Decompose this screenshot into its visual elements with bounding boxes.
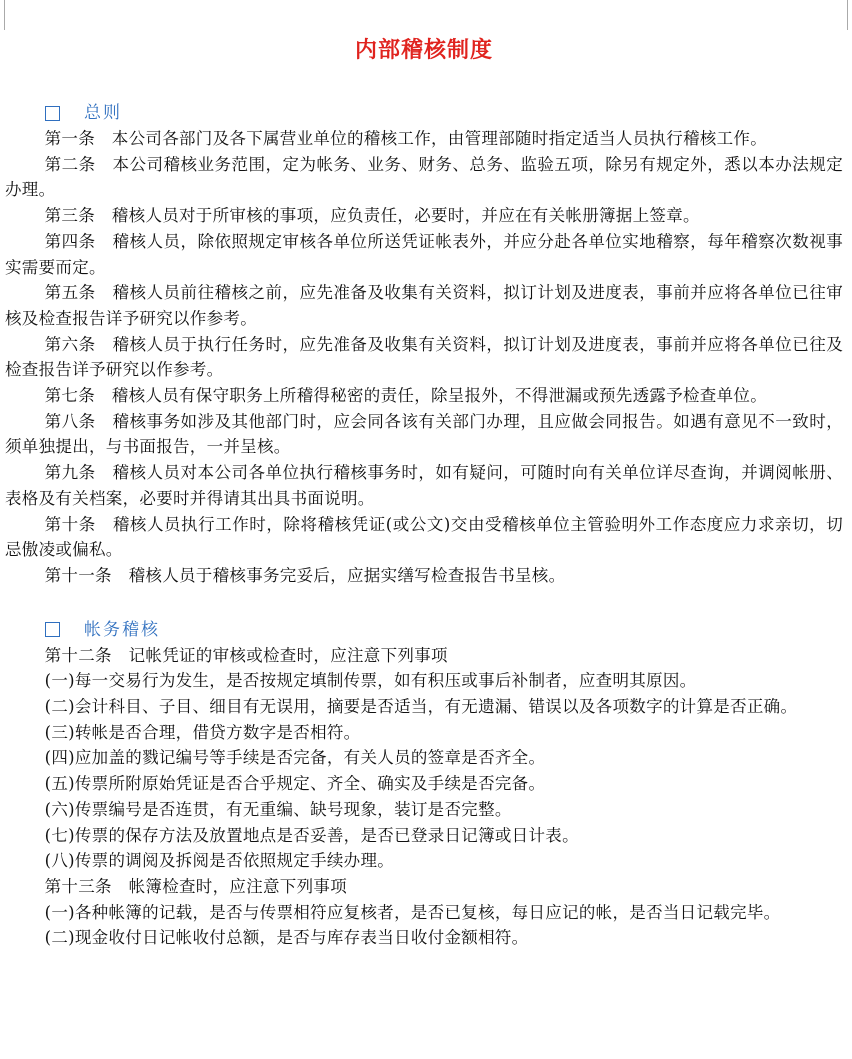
list-item: (二)现金收付日记帐收付总额，是否与库存表当日收付金额相符。: [44, 928, 529, 948]
article-paragraph: 第九条 稽核人员对本公司各单位执行稽核事务时，如有疑问，可随时向有关单位详尽查询，并调阅帐册、表格及有关档案，必要时并得请其出具书面说明。: [5, 463, 843, 508]
list-item: (七)传票的保存方法及放置地点是否妥善，是否已登录日记簿或日计表。: [44, 825, 579, 845]
section-heading-label: 帐务稽核: [84, 619, 160, 640]
list-item: (四)应加盖的戮记编号等手续是否完备，有关人员的签章是否齐全。: [44, 748, 546, 768]
checkbox-icon: [45, 622, 60, 637]
page-corner-mark-left: [4, 0, 5, 30]
checkbox-icon: [45, 106, 60, 121]
section-spacer: [5, 589, 843, 617]
article-paragraph: 第二条 本公司稽核业务范围，定为帐务、业务、财务、总务、监验五项，除另有规定外，悉以本办法规定办理。: [5, 154, 843, 200]
article-paragraph: 第八条 稽核事务如涉及其他部门时，应会同各该有关部门办理，且应做会同报告。如遇有意见不一致时，须单独提出，与书面报告，一并呈核。: [5, 411, 843, 457]
list-item: (三)转帐是否合理，借贷方数字是否相符。: [44, 722, 361, 742]
list-item: (一)各种帐簿的记载，是否与传票相符应复核者，是否已复核，每日应记的帐，是否当日记载完毕。: [44, 902, 781, 922]
article-paragraph: 第四条 稽核人员，除依照规定审核各单位所送凭证帐表外，并应分赴各单位实地稽察，每年稽察次数视事实需要而定。: [5, 231, 843, 277]
list-item: (二)会计科目、子目、细目有无误用，摘要是否适当，有无遗漏、错误以及各项数字的计算是否正确。: [44, 697, 798, 717]
section-heading-general: [5, 100, 843, 126]
article-paragraph: 第三条 稽核人员对于所审核的事项，应负责任，必要时，并应在有关帐册簿据上签章。: [44, 206, 700, 226]
article-paragraph: 第五条 稽核人员前往稽核之前，应先准备及收集有关资料，拟订计划及进度表，事前并应将各单位已往审核及检查报告详予研究以作参考。: [5, 283, 843, 328]
list-item: (五)传票所附原始凭证是否合乎规定、齐全、确实及手续是否完备。: [44, 774, 546, 794]
document-page: [5, 34, 843, 951]
article-paragraph: 第六条 稽核人员于执行任务时，应先准备及收集有关资料，拟订计划及进度表，事前并应将各单位已往及检查报告详予研究以作参考。: [5, 334, 843, 380]
article-paragraph: 第七条 稽核人员有保守职务上所稽得秘密的责任，除呈报外，不得泄漏或预先透露予检查单位。: [44, 386, 767, 406]
document-title: 内部稽核制度: [354, 37, 493, 63]
article-paragraph: 第一条 本公司各部门及各下属营业单位的稽核工作，由管理部随时指定适当人员执行稽核工作。: [44, 129, 767, 148]
article-paragraph: 第十二条 记帐凭证的审核或检查时，应注意下列事项: [44, 645, 448, 665]
article-paragraph: 第十三条 帐簿检查时，应注意下列事项: [44, 876, 347, 896]
section-heading-accounting-audit: [5, 617, 843, 643]
list-item: (一)每一交易行为发生，是否按规定填制传票，如有积压或事后补制者，应查明其原因。: [44, 671, 697, 691]
section-heading-label: 总则: [84, 103, 122, 123]
article-paragraph: 第十条 稽核人员执行工作时，除将稽核凭证(或公文)交由受稽核单位主管验明外工作态度应力求亲切，切忌傲凌或偏私。: [5, 514, 843, 560]
page-corner-mark-right: [847, 0, 848, 30]
list-item: (八)传票的调阅及拆阅是否依照规定手续办理。: [44, 851, 395, 871]
article-paragraph: 第十一条 稽核人员于稽核事务完妥后，应据实缮写检查报告书呈核。: [44, 565, 566, 585]
list-item: (六)传票编号是否连贯，有无重编、缺号现象，装订是否完整。: [44, 799, 512, 819]
